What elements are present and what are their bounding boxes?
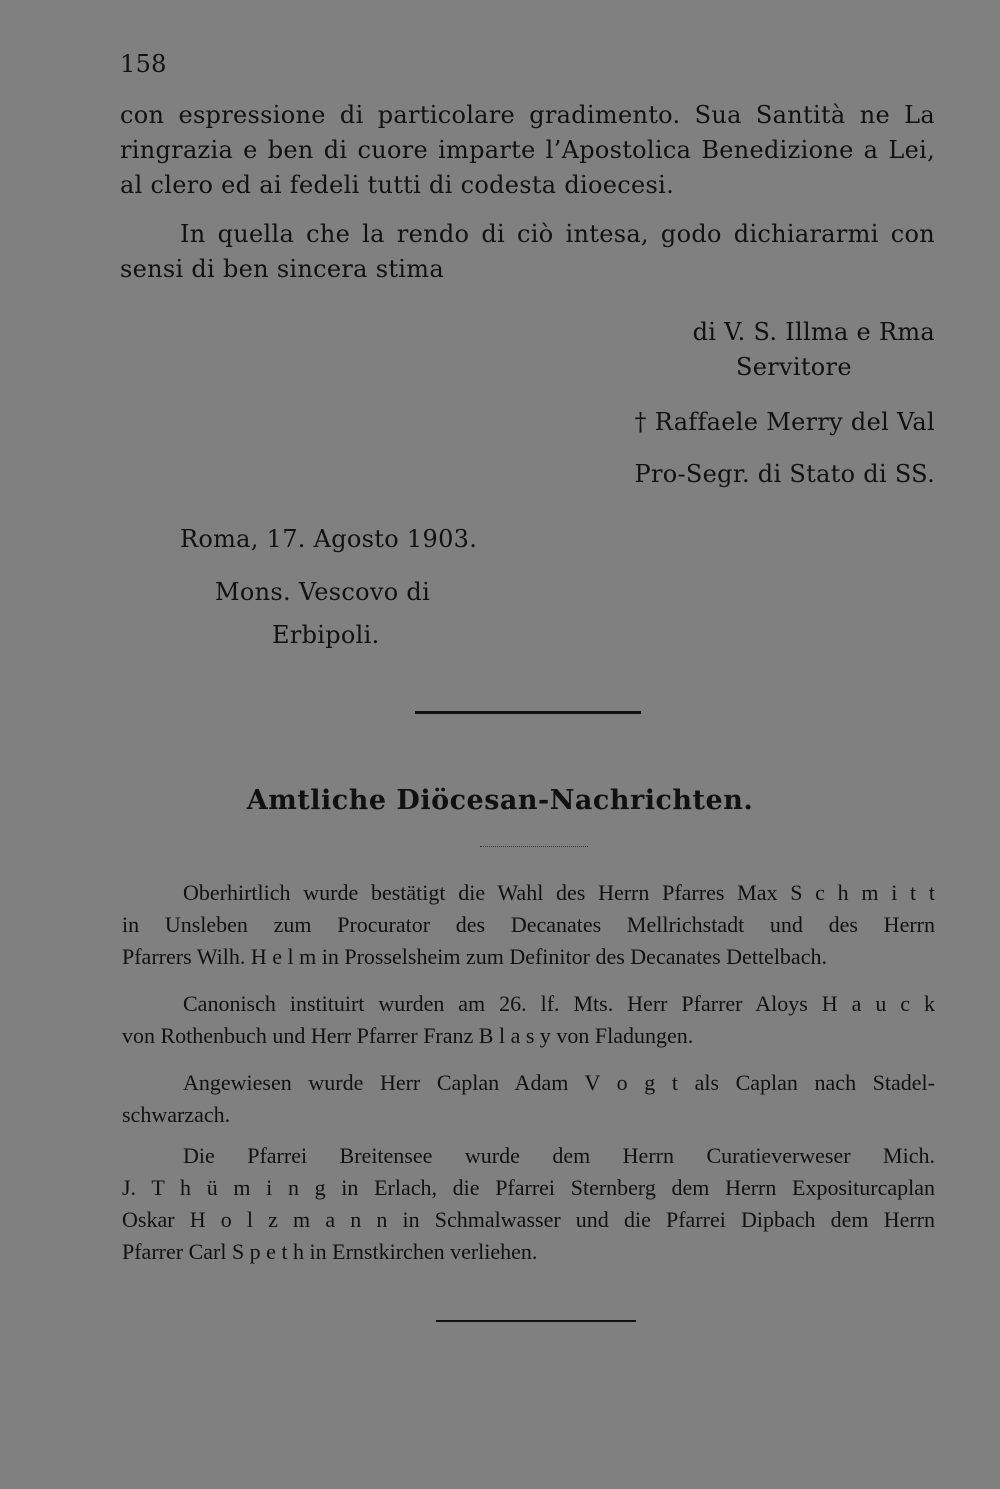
heading-ornament	[480, 846, 588, 847]
closing-formula: di V. S. Illma e Rma	[692, 318, 935, 346]
place-date: Roma, 17. Agosto 1903.	[180, 525, 478, 553]
bottom-rule	[436, 1320, 636, 1322]
letter-line: con espressione di particolare gradimento. Sua Santità ne La	[120, 101, 935, 129]
notice-line: schwarzach.	[122, 1102, 231, 1127]
letter-line: al clero ed ai fedeli tutti di codesta dioecesi.	[120, 171, 675, 199]
letter-line: In quella che la rendo di ciò intesa, godo dichiararmi con	[180, 220, 935, 248]
recipient-line: Erbipoli.	[272, 621, 380, 649]
notice-line: Canonisch instituirt wurden am 26. lf. Mts. Herr Pfarrer Aloys H a u c k	[183, 991, 935, 1016]
letter-line: ringrazia e ben di cuore imparte l’Apostolica Benedizione a Lei,	[120, 136, 935, 164]
signature: † Raffaele Merry del Val	[634, 408, 935, 436]
notice-line: in Unsleben zum Procurator des Decanates Mellrichstadt und des Herrn	[122, 912, 935, 937]
notice-line: von Rothenbuch und Herr Pfarrer Franz B l a s y von Fladungen.	[122, 1023, 694, 1048]
notice-line: Oberhirtlich wurde bestätigt die Wahl des Herrn Pfarres Max S c h m i t t	[183, 880, 935, 905]
notice-line: Angewiesen wurde Herr Caplan Adam V o g t als Caplan nach Stadel-	[183, 1070, 935, 1095]
recipient-line: Mons. Vescovo di	[215, 578, 431, 606]
closing-servitore: Servitore	[736, 353, 852, 381]
letter-line: sensi di ben sincera stima	[120, 255, 444, 283]
notice-line: Oskar H o l z m a n n in Schmalwasser und die Pfarrei Dipbach dem Herrn	[122, 1207, 935, 1232]
notice-line: J. T h ü m i n g in Erlach, die Pfarrei Sternberg dem Herrn Expositurcaplan	[122, 1175, 935, 1200]
divider-rule	[415, 711, 641, 714]
page-number: 158	[120, 50, 167, 78]
section-heading: Amtliche Diöcesan-Nachrichten.	[246, 785, 754, 816]
notice-line: Die Pfarrei Breitensee wurde dem Herrn Curatieverweser Mich.	[183, 1143, 935, 1168]
notice-line: Pfarrers Wilh. H e l m in Prosselsheim zum Definitor des Decanates Dettelbach.	[122, 944, 827, 969]
signature-title: Pro-Segr. di Stato di SS.	[634, 460, 935, 488]
notice-line: Pfarrer Carl S p e t h in Ernstkirchen verliehen.	[122, 1239, 538, 1264]
